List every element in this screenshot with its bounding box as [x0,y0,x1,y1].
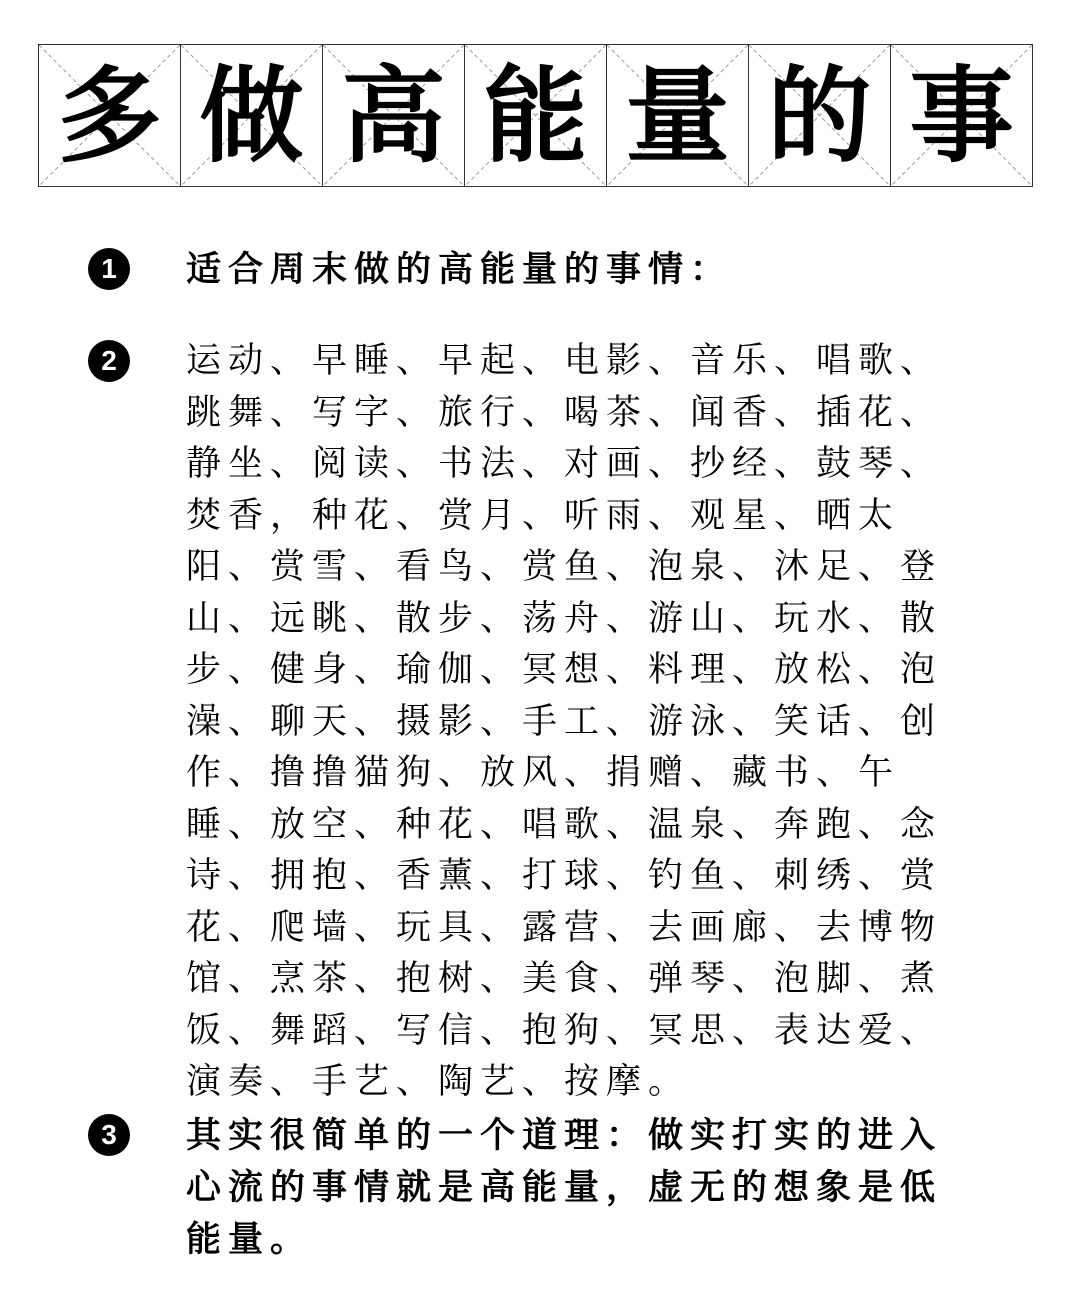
number-badge-3: 3 [88,1114,130,1156]
title-cell [180,44,323,187]
title-char: 做 [199,54,304,177]
number-badge-2: 2 [88,340,130,382]
title-cell [322,44,465,187]
item-3-text: 其实很简单的一个道理：做实打实的进入心流的事情就是高能量，虚无的想象是低能量。 [186,1116,943,1260]
title-char: 事 [909,54,1014,177]
number-badge-1: 1 [88,248,130,290]
title-cell [464,44,607,187]
title-char: 多 [57,54,162,177]
title-banner [38,44,1038,187]
item-2-text: 运动、早睡、早起、电影、音乐、唱歌、跳舞、写字、旅行、喝茶、闻香、插花、静坐、阅读、书法、对画、抄经、鼓琴、焚香，种花、赏月、听雨、观星、晒太阳、赏雪、看鸟、赏鱼、泡泉、沐足、登山、远眺、散步、荡舟、游山、玩水、散步、健身、瑜伽、冥想、料理、放松、泡澡、聊天、摄影、手工、游泳、笑话、创作、撸撸猫狗、放风、捐赠、藏书、午睡、放空、种花、唱歌、温泉、奔跑、念诗、拥抱、香薰、打球、钓鱼、刺绣、赏花、爬墙、玩具、露营、去画廊、去博物馆、烹茶、抱树、美食、弹琴、泡脚、煮饭、舞蹈、写信、抱狗、冥思、表达爱、演奏、手艺、陶艺、按摩。 [186,341,943,1102]
title-cell [606,44,749,187]
title-cell [38,44,181,187]
title-char: 能 [483,54,588,177]
title-cell [890,44,1033,187]
item-1-text: 适合周末做的高能量的事情： [186,250,733,290]
title-char: 高 [341,54,446,177]
title-char: 的 [767,54,872,177]
title-char: 量 [625,54,730,177]
title-cell [748,44,891,187]
